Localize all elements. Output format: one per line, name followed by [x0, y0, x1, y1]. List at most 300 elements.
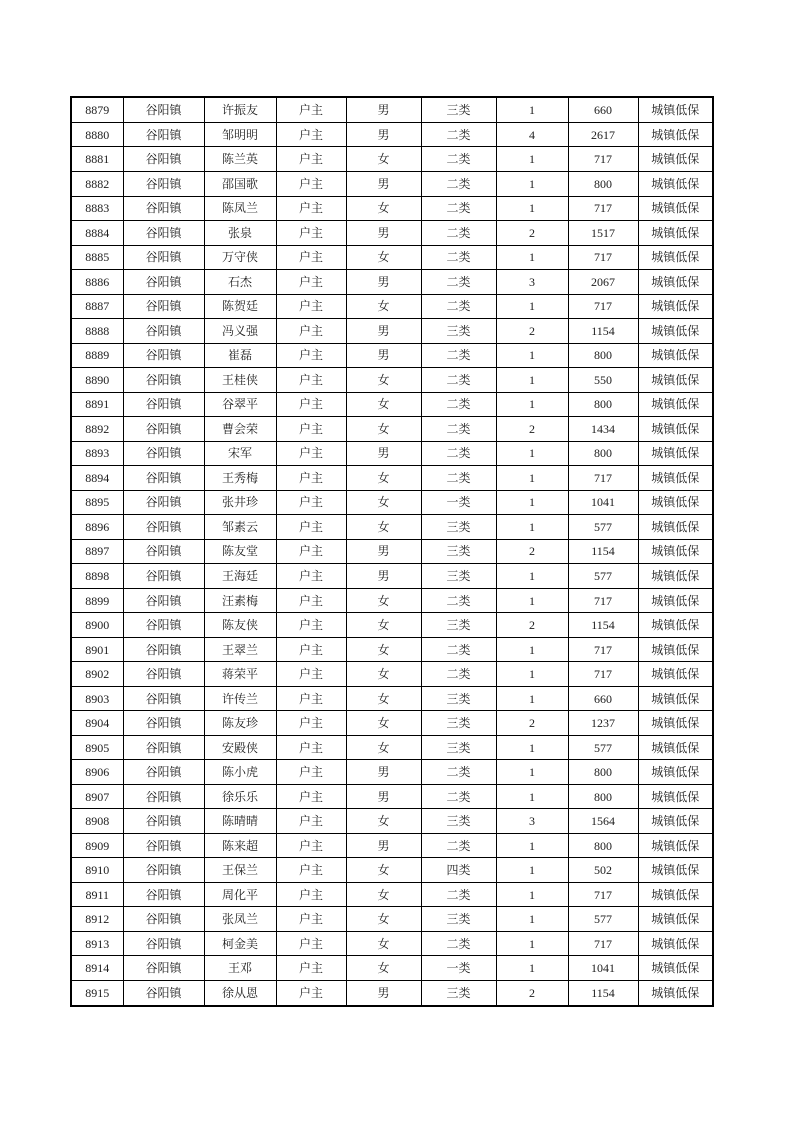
record-id-cell: 8890 — [71, 368, 123, 393]
category-cell: 二类 — [421, 760, 496, 785]
category-cell: 二类 — [421, 662, 496, 687]
record-id-cell: 8900 — [71, 613, 123, 638]
town-cell: 谷阳镇 — [123, 343, 204, 368]
amount-cell: 717 — [568, 588, 638, 613]
person-count-cell: 1 — [496, 662, 568, 687]
person-count-cell: 2 — [496, 417, 568, 442]
amount-cell: 800 — [568, 760, 638, 785]
town-cell: 谷阳镇 — [123, 564, 204, 589]
benefit-type-cell: 城镇低保 — [638, 711, 713, 736]
gender-cell: 男 — [346, 97, 421, 122]
benefit-type-cell: 城镇低保 — [638, 564, 713, 589]
name-cell: 陈来超 — [204, 833, 276, 858]
gender-cell: 女 — [346, 809, 421, 834]
record-id-cell: 8915 — [71, 981, 123, 1007]
amount-cell: 800 — [568, 784, 638, 809]
gender-cell: 女 — [346, 147, 421, 172]
person-count-cell: 1 — [496, 294, 568, 319]
gender-cell: 男 — [346, 760, 421, 785]
gender-cell: 女 — [346, 735, 421, 760]
name-cell: 陈友珍 — [204, 711, 276, 736]
record-id-cell: 8888 — [71, 319, 123, 344]
relation-cell: 户主 — [276, 245, 346, 270]
town-cell: 谷阳镇 — [123, 122, 204, 147]
name-cell: 汪素梅 — [204, 588, 276, 613]
benefit-type-cell: 城镇低保 — [638, 441, 713, 466]
table-row — [71, 319, 713, 344]
relation-cell: 户主 — [276, 539, 346, 564]
town-cell: 谷阳镇 — [123, 245, 204, 270]
table-row — [71, 441, 713, 466]
record-id-cell: 8914 — [71, 956, 123, 981]
table-row — [71, 368, 713, 393]
category-cell: 三类 — [421, 319, 496, 344]
benefit-type-cell: 城镇低保 — [638, 515, 713, 540]
name-cell: 张凤兰 — [204, 907, 276, 932]
table-row — [71, 539, 713, 564]
amount-cell: 800 — [568, 392, 638, 417]
category-cell: 二类 — [421, 171, 496, 196]
gender-cell: 女 — [346, 490, 421, 515]
relation-cell: 户主 — [276, 466, 346, 491]
record-id-cell: 8884 — [71, 221, 123, 246]
gender-cell: 女 — [346, 392, 421, 417]
amount-cell: 1154 — [568, 981, 638, 1007]
gender-cell: 女 — [346, 858, 421, 883]
table-row — [71, 245, 713, 270]
relation-cell: 户主 — [276, 319, 346, 344]
category-cell: 二类 — [421, 882, 496, 907]
category-cell: 三类 — [421, 686, 496, 711]
amount-cell: 1434 — [568, 417, 638, 442]
table-row — [71, 221, 713, 246]
amount-cell: 2067 — [568, 270, 638, 295]
name-cell: 王翠兰 — [204, 637, 276, 662]
town-cell: 谷阳镇 — [123, 735, 204, 760]
name-cell: 张泉 — [204, 221, 276, 246]
category-cell: 二类 — [421, 343, 496, 368]
benefit-type-cell: 城镇低保 — [638, 196, 713, 221]
amount-cell: 577 — [568, 515, 638, 540]
record-id-cell: 8887 — [71, 294, 123, 319]
person-count-cell: 1 — [496, 564, 568, 589]
benefit-type-cell: 城镇低保 — [638, 637, 713, 662]
benefit-type-cell: 城镇低保 — [638, 97, 713, 122]
category-cell: 二类 — [421, 784, 496, 809]
town-cell: 谷阳镇 — [123, 662, 204, 687]
name-cell: 陈晴晴 — [204, 809, 276, 834]
category-cell: 三类 — [421, 515, 496, 540]
gender-cell: 女 — [346, 368, 421, 393]
name-cell: 王桂侠 — [204, 368, 276, 393]
table-row — [71, 907, 713, 932]
amount-cell: 2617 — [568, 122, 638, 147]
town-cell: 谷阳镇 — [123, 221, 204, 246]
benefit-type-cell: 城镇低保 — [638, 343, 713, 368]
welfare-roster-table — [70, 96, 714, 1007]
name-cell: 安殿侠 — [204, 735, 276, 760]
person-count-cell: 1 — [496, 833, 568, 858]
amount-cell: 1154 — [568, 539, 638, 564]
person-count-cell: 1 — [496, 760, 568, 785]
person-count-cell: 1 — [496, 637, 568, 662]
category-cell: 三类 — [421, 981, 496, 1007]
amount-cell: 717 — [568, 196, 638, 221]
amount-cell: 577 — [568, 564, 638, 589]
name-cell: 王邓 — [204, 956, 276, 981]
town-cell: 谷阳镇 — [123, 833, 204, 858]
name-cell: 许传兰 — [204, 686, 276, 711]
category-cell: 二类 — [421, 294, 496, 319]
table-row — [71, 833, 713, 858]
relation-cell: 户主 — [276, 392, 346, 417]
record-id-cell: 8899 — [71, 588, 123, 613]
name-cell: 万守侠 — [204, 245, 276, 270]
benefit-type-cell: 城镇低保 — [638, 147, 713, 172]
amount-cell: 800 — [568, 833, 638, 858]
table-row — [71, 760, 713, 785]
benefit-type-cell: 城镇低保 — [638, 539, 713, 564]
relation-cell: 户主 — [276, 417, 346, 442]
name-cell: 陈凤兰 — [204, 196, 276, 221]
town-cell: 谷阳镇 — [123, 368, 204, 393]
relation-cell: 户主 — [276, 97, 346, 122]
person-count-cell: 1 — [496, 588, 568, 613]
person-count-cell: 1 — [496, 490, 568, 515]
benefit-type-cell: 城镇低保 — [638, 294, 713, 319]
gender-cell: 男 — [346, 221, 421, 246]
category-cell: 二类 — [421, 392, 496, 417]
name-cell: 石杰 — [204, 270, 276, 295]
person-count-cell: 1 — [496, 466, 568, 491]
gender-cell: 男 — [346, 564, 421, 589]
category-cell: 二类 — [421, 122, 496, 147]
record-id-cell: 8882 — [71, 171, 123, 196]
category-cell: 一类 — [421, 490, 496, 515]
relation-cell: 户主 — [276, 564, 346, 589]
name-cell: 冯义强 — [204, 319, 276, 344]
person-count-cell: 3 — [496, 809, 568, 834]
relation-cell: 户主 — [276, 931, 346, 956]
category-cell: 二类 — [421, 147, 496, 172]
name-cell: 陈友堂 — [204, 539, 276, 564]
amount-cell: 717 — [568, 294, 638, 319]
amount-cell: 1564 — [568, 809, 638, 834]
benefit-type-cell: 城镇低保 — [638, 882, 713, 907]
amount-cell: 1154 — [568, 613, 638, 638]
amount-cell: 717 — [568, 147, 638, 172]
gender-cell: 女 — [346, 613, 421, 638]
table-row — [71, 392, 713, 417]
category-cell: 三类 — [421, 539, 496, 564]
gender-cell: 男 — [346, 981, 421, 1007]
category-cell: 三类 — [421, 809, 496, 834]
benefit-type-cell: 城镇低保 — [638, 221, 713, 246]
town-cell: 谷阳镇 — [123, 515, 204, 540]
relation-cell: 户主 — [276, 294, 346, 319]
person-count-cell: 1 — [496, 907, 568, 932]
town-cell: 谷阳镇 — [123, 956, 204, 981]
record-id-cell: 8902 — [71, 662, 123, 687]
table-row — [71, 956, 713, 981]
record-id-cell: 8885 — [71, 245, 123, 270]
person-count-cell: 4 — [496, 122, 568, 147]
benefit-type-cell: 城镇低保 — [638, 613, 713, 638]
amount-cell: 1237 — [568, 711, 638, 736]
relation-cell: 户主 — [276, 760, 346, 785]
town-cell: 谷阳镇 — [123, 171, 204, 196]
table-row — [71, 588, 713, 613]
record-id-cell: 8889 — [71, 343, 123, 368]
category-cell: 三类 — [421, 564, 496, 589]
person-count-cell: 1 — [496, 858, 568, 883]
relation-cell: 户主 — [276, 662, 346, 687]
gender-cell: 男 — [346, 833, 421, 858]
table-row — [71, 97, 713, 122]
category-cell: 三类 — [421, 735, 496, 760]
relation-cell: 户主 — [276, 221, 346, 246]
amount-cell: 1041 — [568, 956, 638, 981]
relation-cell: 户主 — [276, 809, 346, 834]
table-row — [71, 711, 713, 736]
table-row — [71, 931, 713, 956]
benefit-type-cell: 城镇低保 — [638, 122, 713, 147]
name-cell: 周化平 — [204, 882, 276, 907]
person-count-cell: 1 — [496, 245, 568, 270]
record-id-cell: 8910 — [71, 858, 123, 883]
relation-cell: 户主 — [276, 441, 346, 466]
relation-cell: 户主 — [276, 122, 346, 147]
category-cell: 四类 — [421, 858, 496, 883]
gender-cell: 女 — [346, 931, 421, 956]
person-count-cell: 1 — [496, 441, 568, 466]
table-row — [71, 809, 713, 834]
gender-cell: 男 — [346, 343, 421, 368]
relation-cell: 户主 — [276, 686, 346, 711]
amount-cell: 660 — [568, 97, 638, 122]
record-id-cell: 8907 — [71, 784, 123, 809]
record-id-cell: 8893 — [71, 441, 123, 466]
relation-cell: 户主 — [276, 882, 346, 907]
name-cell: 宋军 — [204, 441, 276, 466]
relation-cell: 户主 — [276, 784, 346, 809]
relation-cell: 户主 — [276, 588, 346, 613]
record-id-cell: 8905 — [71, 735, 123, 760]
record-id-cell: 8913 — [71, 931, 123, 956]
gender-cell: 男 — [346, 270, 421, 295]
amount-cell: 660 — [568, 686, 638, 711]
person-count-cell: 1 — [496, 931, 568, 956]
town-cell: 谷阳镇 — [123, 466, 204, 491]
town-cell: 谷阳镇 — [123, 858, 204, 883]
category-cell: 二类 — [421, 221, 496, 246]
person-count-cell: 1 — [496, 515, 568, 540]
benefit-type-cell: 城镇低保 — [638, 833, 713, 858]
relation-cell: 户主 — [276, 833, 346, 858]
table-row — [71, 343, 713, 368]
name-cell: 王海廷 — [204, 564, 276, 589]
category-cell: 二类 — [421, 196, 496, 221]
table-row — [71, 735, 713, 760]
town-cell: 谷阳镇 — [123, 760, 204, 785]
relation-cell: 户主 — [276, 270, 346, 295]
name-cell: 邵国歌 — [204, 171, 276, 196]
gender-cell: 男 — [346, 122, 421, 147]
category-cell: 一类 — [421, 956, 496, 981]
amount-cell: 717 — [568, 931, 638, 956]
town-cell: 谷阳镇 — [123, 588, 204, 613]
town-cell: 谷阳镇 — [123, 686, 204, 711]
person-count-cell: 3 — [496, 270, 568, 295]
gender-cell: 女 — [346, 515, 421, 540]
name-cell: 陈兰英 — [204, 147, 276, 172]
record-id-cell: 8898 — [71, 564, 123, 589]
benefit-type-cell: 城镇低保 — [638, 490, 713, 515]
person-count-cell: 2 — [496, 539, 568, 564]
relation-cell: 户主 — [276, 711, 346, 736]
name-cell: 徐乐乐 — [204, 784, 276, 809]
person-count-cell: 1 — [496, 735, 568, 760]
gender-cell: 女 — [346, 711, 421, 736]
category-cell: 二类 — [421, 417, 496, 442]
town-cell: 谷阳镇 — [123, 417, 204, 442]
benefit-type-cell: 城镇低保 — [638, 686, 713, 711]
gender-cell: 女 — [346, 466, 421, 491]
person-count-cell: 2 — [496, 613, 568, 638]
amount-cell: 717 — [568, 662, 638, 687]
table-row — [71, 858, 713, 883]
relation-cell: 户主 — [276, 515, 346, 540]
amount-cell: 800 — [568, 171, 638, 196]
category-cell: 三类 — [421, 613, 496, 638]
town-cell: 谷阳镇 — [123, 613, 204, 638]
amount-cell: 1517 — [568, 221, 638, 246]
table-row — [71, 171, 713, 196]
name-cell: 陈小虎 — [204, 760, 276, 785]
town-cell: 谷阳镇 — [123, 907, 204, 932]
name-cell: 邹素云 — [204, 515, 276, 540]
benefit-type-cell: 城镇低保 — [638, 784, 713, 809]
town-cell: 谷阳镇 — [123, 196, 204, 221]
category-cell: 二类 — [421, 245, 496, 270]
person-count-cell: 1 — [496, 147, 568, 172]
benefit-type-cell: 城镇低保 — [638, 368, 713, 393]
town-cell: 谷阳镇 — [123, 637, 204, 662]
table-row — [71, 882, 713, 907]
category-cell: 二类 — [421, 588, 496, 613]
record-id-cell: 8909 — [71, 833, 123, 858]
amount-cell: 550 — [568, 368, 638, 393]
record-id-cell: 8897 — [71, 539, 123, 564]
town-cell: 谷阳镇 — [123, 319, 204, 344]
table-row — [71, 417, 713, 442]
benefit-type-cell: 城镇低保 — [638, 466, 713, 491]
town-cell: 谷阳镇 — [123, 931, 204, 956]
name-cell: 陈友侠 — [204, 613, 276, 638]
town-cell: 谷阳镇 — [123, 981, 204, 1007]
category-cell: 二类 — [421, 441, 496, 466]
amount-cell: 1041 — [568, 490, 638, 515]
table-row — [71, 613, 713, 638]
table-row — [71, 147, 713, 172]
relation-cell: 户主 — [276, 490, 346, 515]
town-cell: 谷阳镇 — [123, 97, 204, 122]
benefit-type-cell: 城镇低保 — [638, 809, 713, 834]
gender-cell: 女 — [346, 907, 421, 932]
town-cell: 谷阳镇 — [123, 441, 204, 466]
amount-cell: 717 — [568, 466, 638, 491]
town-cell: 谷阳镇 — [123, 539, 204, 564]
record-id-cell: 8894 — [71, 466, 123, 491]
record-id-cell: 8896 — [71, 515, 123, 540]
town-cell: 谷阳镇 — [123, 294, 204, 319]
gender-cell: 女 — [346, 294, 421, 319]
person-count-cell: 1 — [496, 97, 568, 122]
relation-cell: 户主 — [276, 171, 346, 196]
person-count-cell: 1 — [496, 343, 568, 368]
gender-cell: 女 — [346, 417, 421, 442]
benefit-type-cell: 城镇低保 — [638, 981, 713, 1007]
record-id-cell: 8901 — [71, 637, 123, 662]
table-row — [71, 637, 713, 662]
record-id-cell: 8908 — [71, 809, 123, 834]
benefit-type-cell: 城镇低保 — [638, 931, 713, 956]
town-cell: 谷阳镇 — [123, 711, 204, 736]
person-count-cell: 1 — [496, 686, 568, 711]
town-cell: 谷阳镇 — [123, 809, 204, 834]
category-cell: 三类 — [421, 711, 496, 736]
person-count-cell: 1 — [496, 956, 568, 981]
gender-cell: 男 — [346, 539, 421, 564]
benefit-type-cell: 城镇低保 — [638, 735, 713, 760]
record-id-cell: 8906 — [71, 760, 123, 785]
table-body — [71, 97, 713, 1006]
gender-cell: 男 — [346, 171, 421, 196]
table-row — [71, 490, 713, 515]
table-row — [71, 981, 713, 1007]
benefit-type-cell: 城镇低保 — [638, 662, 713, 687]
category-cell: 二类 — [421, 833, 496, 858]
category-cell: 二类 — [421, 637, 496, 662]
category-cell: 二类 — [421, 368, 496, 393]
name-cell: 曹会荣 — [204, 417, 276, 442]
relation-cell: 户主 — [276, 956, 346, 981]
benefit-type-cell: 城镇低保 — [638, 858, 713, 883]
table-row — [71, 270, 713, 295]
record-id-cell: 8903 — [71, 686, 123, 711]
relation-cell: 户主 — [276, 147, 346, 172]
person-count-cell: 1 — [496, 392, 568, 417]
town-cell: 谷阳镇 — [123, 882, 204, 907]
record-id-cell: 8895 — [71, 490, 123, 515]
relation-cell: 户主 — [276, 368, 346, 393]
benefit-type-cell: 城镇低保 — [638, 760, 713, 785]
amount-cell: 502 — [568, 858, 638, 883]
gender-cell: 男 — [346, 319, 421, 344]
benefit-type-cell: 城镇低保 — [638, 245, 713, 270]
relation-cell: 户主 — [276, 981, 346, 1007]
benefit-type-cell: 城镇低保 — [638, 319, 713, 344]
benefit-type-cell: 城镇低保 — [638, 270, 713, 295]
record-id-cell: 8912 — [71, 907, 123, 932]
record-id-cell: 8883 — [71, 196, 123, 221]
person-count-cell: 2 — [496, 319, 568, 344]
name-cell: 许振友 — [204, 97, 276, 122]
relation-cell: 户主 — [276, 907, 346, 932]
record-id-cell: 8880 — [71, 122, 123, 147]
table-row — [71, 784, 713, 809]
town-cell: 谷阳镇 — [123, 490, 204, 515]
